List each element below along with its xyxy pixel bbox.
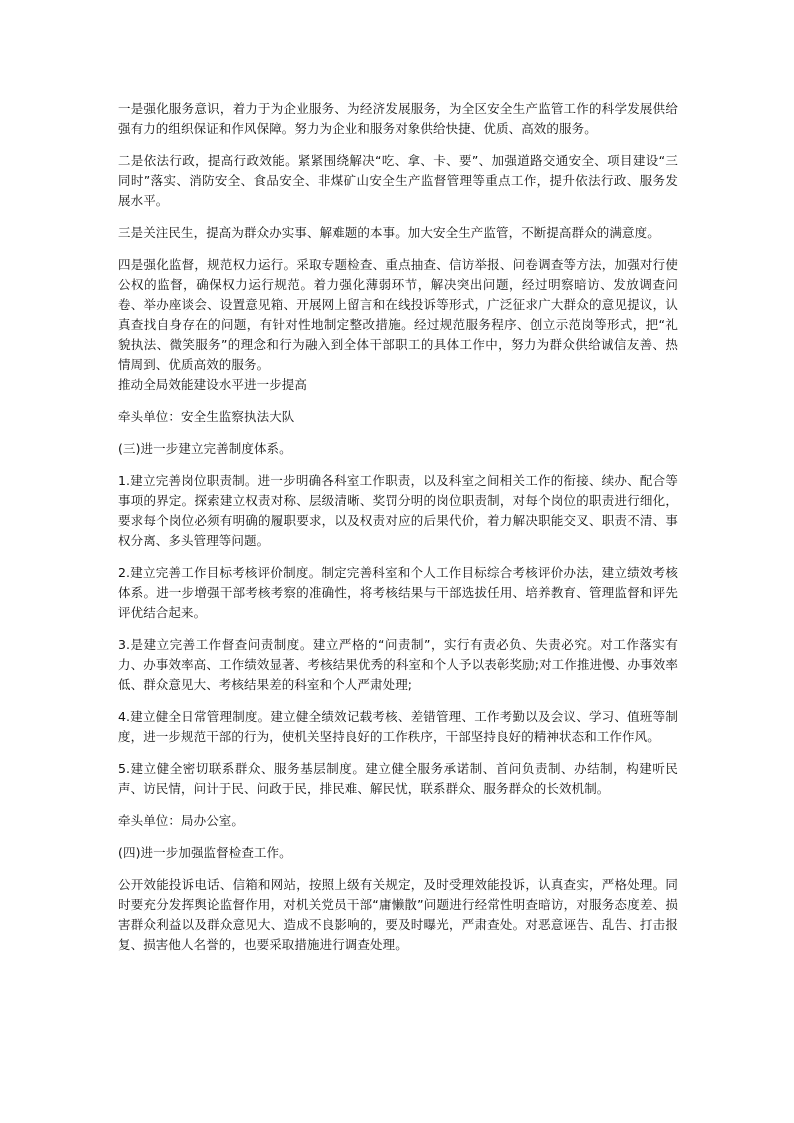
document-page [118,99,678,955]
section-heading-4: (四)进一步加强监督检查工作。 [118,845,292,860]
paragraph-complaint-handling: 公开效能投诉电话、信箱和网站，按照上级有关规定，及时受理效能投诉，认真查实，严格处理。同时要充分发挥舆论监督作用，对机关党员干部“庸懒散”问题进行经常性明查暗访，对服务态度差、损害群众利益以及群众意见大、造成不良影响的，要及时曝光，严肃查处。对恶意诬告、乱告、打击报复、损害他人名誉的，也要采取措施进行调查处理。 [118,877,678,952]
lead-unit-1: 牵头单位：安全生监察执法大队 [118,409,295,424]
item-5-mass-contact: 5.建立健全密切联系群众、服务基层制度。建立健全服务承诺制、首问负责制、办结制，构建听民声、访民情，问计于民、问政于民，排民难、解民忧，联系群众、服务群众的长效机制。 [118,761,678,796]
paragraph-service-awareness: 一是强化服务意识，着力于为企业服务、为经济发展服务，为全区安全生产监管工作的科学发展供给强有力的组织保证和作风保障。努力为企业和服务对象供给快捷、优质、高效的服务。 [118,101,678,136]
section-heading-3: (三)进一步建立完善制度体系。 [118,441,292,456]
paragraph-livelihood: 三是关注民生，提高为群众办实事、解难题的本事。加大安全生产监管，不断提高群众的满意度。 [118,225,660,240]
item-2-target-assessment: 2.建立完善工作目标考核评价制度。制定完善科室和个人工作目标综合考核评价办法，建立绩效考核体系。进一步增强干部考核考察的准确性，将考核结果与干部选拔任用、培养教育、管理监督和评先评优结合起来。 [118,565,678,620]
paragraph-supervision: 四是强化监督，规范权力运行。采取专题检查、重点抽查、信访举报、问卷调查等方法，加强对行使公权的监督，确保权力运行规范。着力强化薄弱环节，解决突出问题，经过明察暗访、发放调查问卷、举办座谈会、设置意见箱、开展网上留言和在线投诉等形式，广泛征求广大群众的意见提议，认真查找自身存在的问题，有针对性地制定整改措施。经过规范服务程序、创立示范岗等形式，把“礼貌执法、微笑服务”的理念和行为融入到全体干部职工的具体工作中，努力为群众供给诚信友善、热情周到、优质高效的服务。 推动全局效能建设水平进一步提高 [118,257,678,392]
paragraph-administration-by-law: 二是依法行政，提高行政效能。紧紧围绕解决“吃、拿、卡、要”、加强道路交通安全、项目建设“三同时”落实、消防安全、食品安全、非煤矿山安全生产监督管理等重点工作，提升依法行政、服务发展水平。 [118,153,678,208]
item-1-post-responsibility: 1.建立完善岗位职责制。进一步明确各科室工作职责，以及科室之间相关工作的衔接、续办、配合等事项的界定。探索建立权责对称、层级清晰、奖罚分明的岗位职责制，对每个岗位的职责进行细化，要求每个岗位必须有明确的履职要求，以及权责对应的后果代价，着力解决职能交叉、职责不清、事权分离、多头管理等问题。 [118,473,678,548]
lead-unit-2: 牵头单位：局办公室。 [118,813,245,828]
item-4-daily-management: 4.建立健全日常管理制度。建立健全绩效记载考核、差错管理、工作考勤以及会议、学习、值班等制度，进一步规范干部的行为，使机关坚持良好的工作秩序，干部坚持良好的精神状态和工作作风。 [118,709,678,744]
item-3-accountability: 3.是建立完善工作督查问责制度。建立严格的“问责制”，实行有责必负、失责必究。对工作落实有力、办事效率高、工作绩效显著、考核结果优秀的科室和个人予以表彰奖励;对工作推进慢、办事效率低、群众意见大、考核结果差的科室和个人严肃处理; [118,637,678,692]
